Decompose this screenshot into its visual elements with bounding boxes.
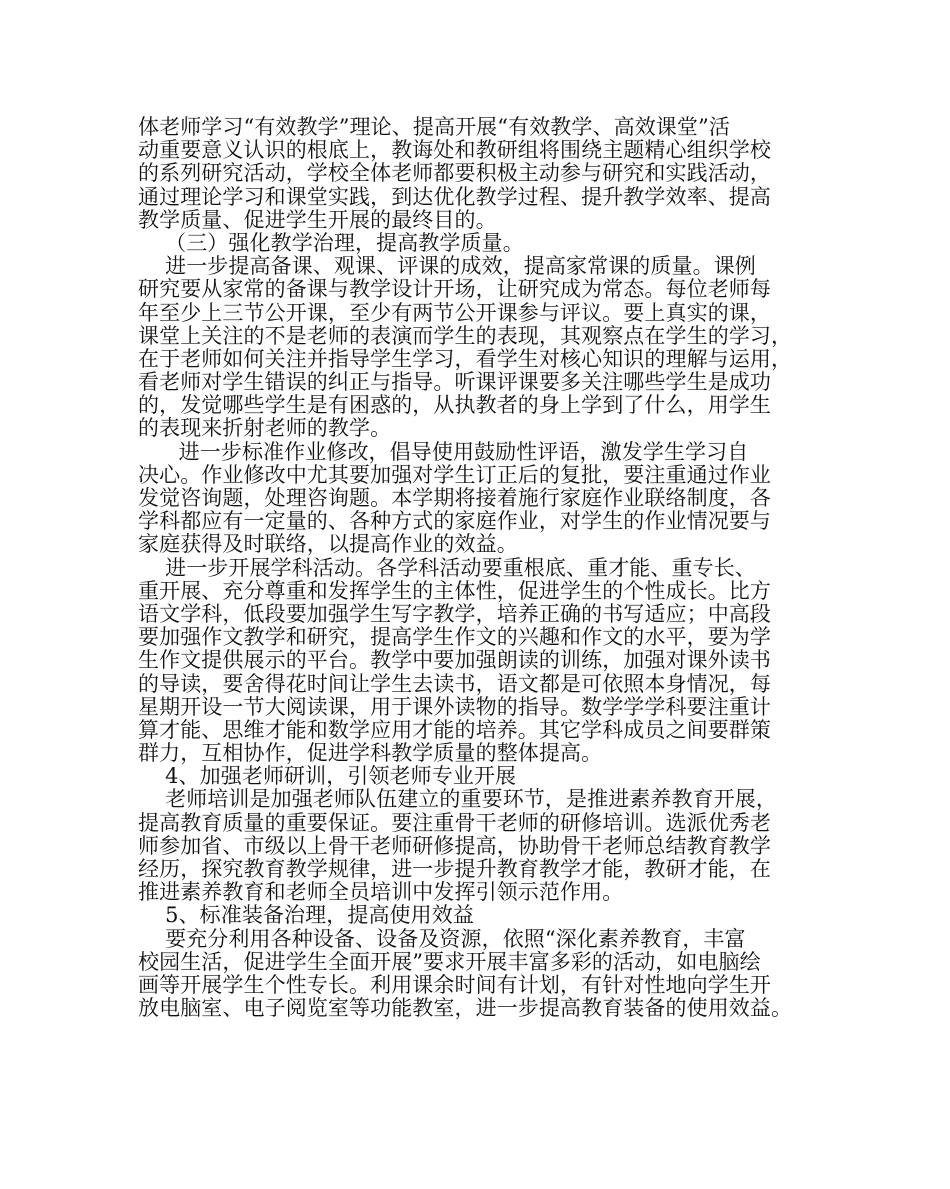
text-line: 在于老师如何关注并指导学生学习，看学生对核心知识的理解与运用， (138, 346, 793, 371)
text-line: 要加强作文教学和研究，提高学生作文的兴趣和作文的水平，要为学 (138, 625, 771, 650)
text-line: 校园生活，促进学生全面开展”要求开展丰富多彩的活动，如电脑绘 (138, 949, 761, 974)
text-line: 动重要意义认识的根底上，教诲处和教研组将围绕主题精心组织学校 (138, 138, 771, 163)
text-line: 课堂上关注的不是老师的表演而学生的表现，其观察点在学生的学习， (138, 323, 793, 348)
text-line: 进一步标准作业修改，倡导使用鼓励性评语，激发学生学习自 (138, 439, 749, 464)
text-line: 的，发觉哪些学生是有困惑的，从执教者的身上学到了什么，用学生 (138, 393, 771, 418)
text-line: 算才能、思维才能和数学应用才能的培养。其它学科成员之间要群策 (138, 717, 771, 742)
text-line: 群力，互相协作，促进学科教学质量的整体提高。 (138, 741, 603, 766)
text-line: 发觉咨询题，处理咨询题。本学期将接着施行家庭作业联络制度，各 (138, 486, 771, 510)
text-line: 老师培训是加强老师队伍建立的重要环节，是推进素养教育开展， (138, 787, 777, 812)
text-line: 家庭获得及时联络，以提高作业的效益。 (138, 532, 518, 557)
text-line: 推进素养教育和老师全员培训中发挥引领示范作用。 (138, 880, 624, 905)
text-line: 经历，探究教育教学规律，进一步提升教育教学才能，教研才能，在 (138, 857, 771, 881)
text-line: 生作文提供展示的平台。教学中要加强朗读的训练，加强对课外读书 (138, 648, 771, 673)
text-line: 学科都应有一定量的、各种方式的家庭作业，对学生的作业情况要与 (138, 509, 771, 534)
text-line: 提高教育质量的重要保证。要注重骨干老师的研修培训。选派优秀老 (138, 810, 771, 835)
text-line: 通过理论学习和课堂实践，到达优化教学过程、提升教学效率、提高 (138, 184, 771, 209)
text-line: 星期开设一节大阅读课，用于课外读物的指导。数学学学科要注重计 (138, 694, 771, 719)
text-line: 4、加强老师研训，引领老师专业开展 (138, 764, 517, 789)
text-line: 师参加省、市级以上骨干老师研修提高，协助骨干老师总结教育教学 (138, 833, 771, 858)
text-line: 的系列研究活动，学校全体老师都要积极主动参与研究和实践活动， (138, 161, 771, 186)
text-line: （三）强化教学治理，提高教学质量。 (138, 230, 524, 255)
text-line: 放电脑室、电子阅览室等功能教室，进一步提高教育装备的使用效益。 (138, 996, 793, 1021)
text-line: 的导读，要舍得花时间让学生去读书，语文都是可依照本身情况，每 (138, 671, 771, 696)
text-line: 体老师学习“有效教学”理论、提高开展“有效教学、高效课堂”活 (138, 115, 730, 139)
text-line: 决心。作业修改中尤其要加强对学生订正后的复批，要注重通过作业 (138, 462, 771, 487)
text-line: 重开展、充分尊重和发挥学生的主体性，促进学生的个性成长。比方 (138, 578, 771, 603)
document-body (138, 116, 828, 1020)
text-line: 画等开展学生个性专长。利用课余时间有计划，有针对性地向学生开 (138, 972, 771, 997)
text-line: 5、标准装备治理，提高使用效益 (138, 903, 474, 928)
text-line: 进一步提高备课、观课、评课的成效，提高家常课的质量。课例 (138, 254, 756, 279)
text-line: 进一步开展学科活动。各学科活动要重根底、重才能、重专长、 (138, 555, 756, 580)
text-line: 语文学科，低段要加强学生写字教学，培养正确的书写适应；中高段 (138, 601, 771, 626)
text-line: 年至少上三节公开课，至少有两节公开课参与评议。要上真实的课， (138, 300, 771, 325)
text-line: 要充分利用各种设备、设备及资源，依照“深化素养教育，丰富 (138, 926, 746, 951)
text-line: 研究要从家常的备课与教学设计开场，让研究成为常态。每位老师每 (138, 277, 771, 302)
text-line: 看老师对学生错误的纠正与指导。听课评课要多关注哪些学生是成功 (138, 370, 771, 395)
text-line: 的表现来折射老师的教学。 (138, 416, 392, 441)
text-line: 教学质量、促进学生开展的最终目的。 (138, 207, 497, 232)
